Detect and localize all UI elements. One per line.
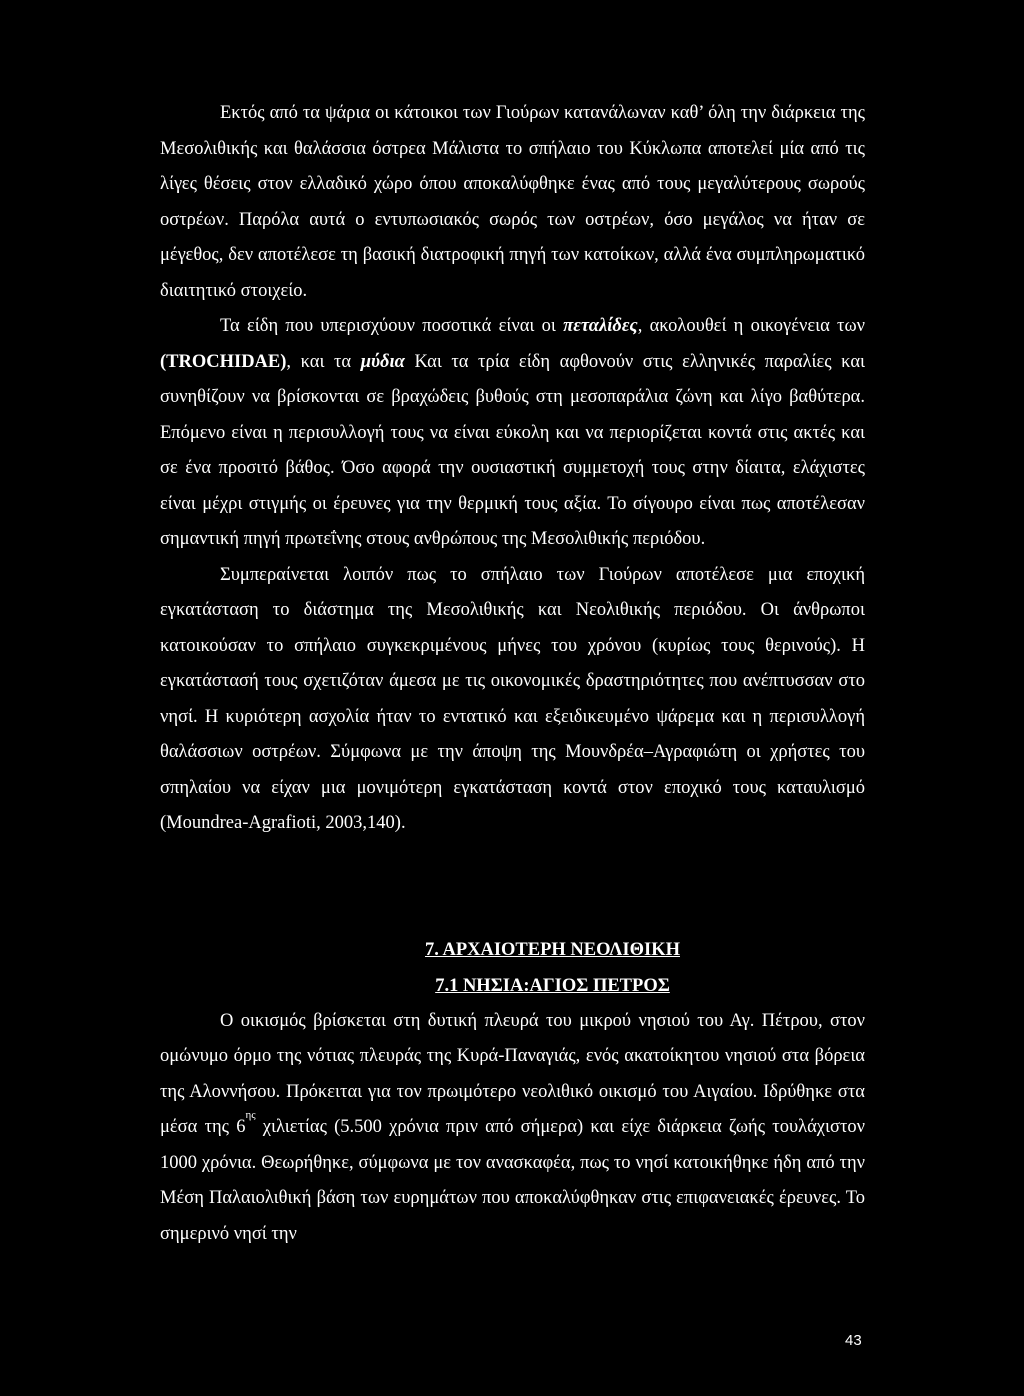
section-agios-petros <box>160 1004 865 1253</box>
section-mesolithic <box>160 96 865 842</box>
superscript-ordinal: ης <box>245 1109 256 1121</box>
paragraph-conclusion: Συμπεραίνεται λοιπόν πως το σπήλαιο των Γιούρων αποτέλεσε μια εποχική εγκατάσταση το διάστημα της Μεσολιθικής και Νεολιθικής περιόδου. Οι άνθρωποι κατοικούσαν το σπήλαιο συγκεκριμένους μήνες του χρόνου (κυρίως τους θερινούς). Η εγκατάστασή τους σχετιζόταν άμεσα με τις οικονομικές δραστηριότητες που ανέπτυσσαν στο νησί. Η κυριότερη ασχολία ήταν το εντατικό και εξειδικευμένο ψάρεμα και η περισυλλογή θαλάσσιων οστρέων. Σύμφωνα με την άποψη της Μουνδρέα–Αγραφιώτη οι χρήστες του σπηλαίου να είχαν μια μονιμότερη εγκατάσταση κοντά στον εποχικό τους καταυλισμό (Moundrea-Agrafioti, 2003,140). <box>160 564 865 833</box>
italic-term-mussels: μύδια <box>360 351 405 372</box>
text-run: χιλιετίας (5.500 χρόνια πριν από σήμερα) και είχε διάρκεια ζωής τουλάχιστον 1000 χρόνια. Θεωρήθηκε, σύμφωνα με τον ανασκαφέα, πως το νησί κατοικήθηκε ήδη από την Μέση Παλαιολιθική βάση των ευρημάτων που αποκαλύφθηκαν στις επιφανειακές έρευνες. Το σημερινό νησί την <box>160 1117 865 1244</box>
paragraph-settlement <box>160 1004 865 1253</box>
subsection-heading: 7.1 ΝΗΣΙΑ:ΑΓΙΟΣ ΠΕΤΡΟΣ <box>435 975 670 996</box>
document-page <box>160 96 865 1252</box>
italic-term-limpets: πεταλίδες <box>563 316 638 336</box>
text-run: , και τα <box>286 351 361 372</box>
paragraph-shellfish-intro: Εκτός από τα ψάρια οι κάτοικοι των Γιούρων κατανάλωναν καθ’ όλη την διάρκεια της Μεσολιθικής και θαλάσσια όστρεα Μάλιστα το σπήλαιο του Κύκλωπα αποτελεί μία από τις λίγες θέσεις στον ελλαδικό χώρο όπου αποκαλύφθηκε ένας από τους μεγαλύτερους σωρούς οστρέων. Παρόλα αυτά ο εντυπωσιακός σωρός των οστρέων, όσο μεγάλος να ήταν σε μέγεθος, δεν αποτέλεσε τη βασική διατροφική πηγή των κατοίκων, αλλά ένα συμπληρωματικό διαιτητικό στοιχείο. <box>160 103 865 301</box>
text-run: Τα είδη που υπερισχύουν ποσοτικά είναι οι <box>220 316 564 336</box>
text-run: Και τα τρία είδη αφθονούν στις ελληνικές παραλίες και συνηθίζουν να βρίσκονται σε βραχώδεις βυθούς στη μεσοπαράλια ζώνη και λίγο βαθύτερα. Επόμενο είναι η περισυλλογή τους να είναι εύκολη και να περιορίζεται κοντά στις ακτές και σε ένα προσιτό βάθος. Όσο αφορά την ουσιαστική συμμετοχή τους στην δίαιτα, ελάχιστες είναι μέχρι στιγμής οι έρευνες για την θερμική τους αξία. Το σίγουρο είναι πως αποτέλεσαν σημαντική πηγή πρωτεΐνης στους ανθρώπους της Μεσολιθικής περιόδου. <box>160 351 865 549</box>
bold-term-trochidae: (TROCHIDAE) <box>160 351 287 372</box>
paragraph-species <box>160 309 865 558</box>
chapter-heading: 7. ΑΡΧΑΙΟΤΕΡΗ ΝΕΟΛΙΘΙΚΗ <box>424 939 680 960</box>
page-number: 43 <box>845 1332 862 1349</box>
text-run: Ο οικισμός βρίσκεται στη δυτική πλευρά του μικρού νησιού του Αγ. Πέτρου, στον ομώνυμο όρμο της νότιας πλευράς της Κυρά-Παναγιάς, ενός ακατοίκητου νησιού στα βόρεια της Αλοννήσου. Πρόκειται για τον πρωιμότερο νεολιθικό οικισμό του Αιγαίου. Ιδρύθηκε στα μέσα της 6 <box>160 1010 865 1137</box>
text-run: , ακολουθεί η οικογένεια των <box>637 316 865 336</box>
